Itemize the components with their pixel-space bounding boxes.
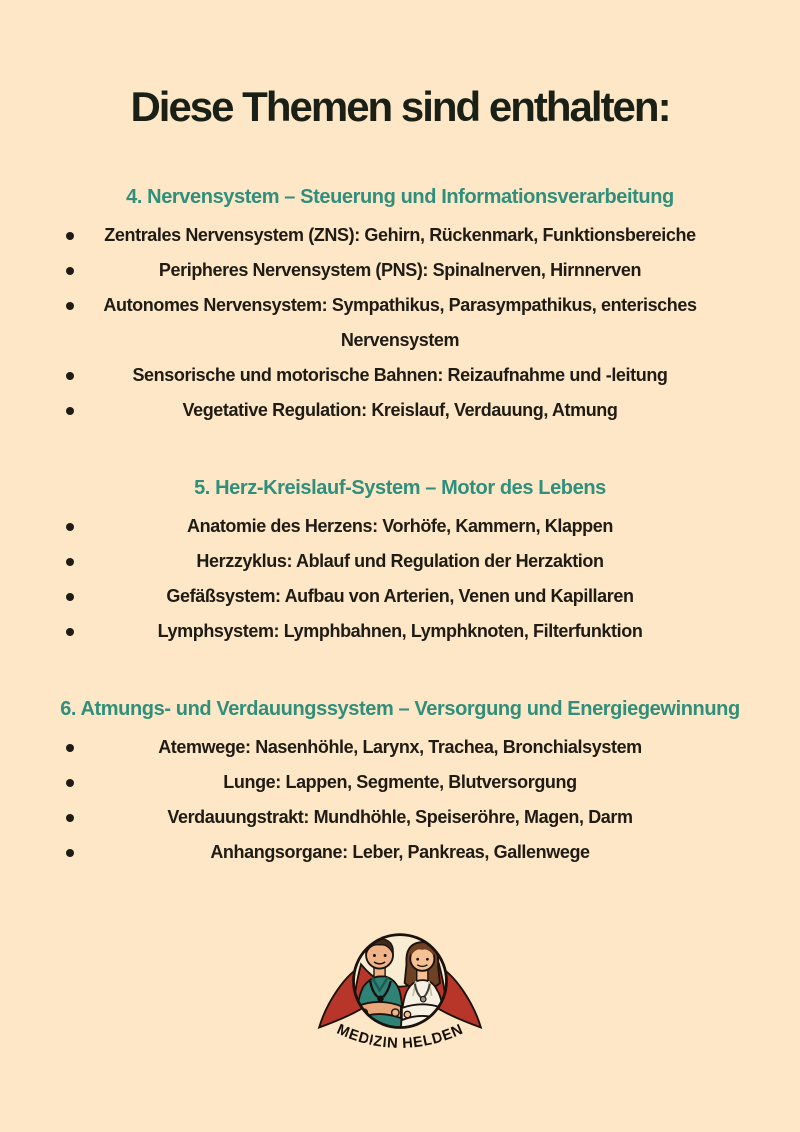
bullet-text: Herzzyklus: Ablauf und Regulation der Herzaktion bbox=[196, 550, 604, 571]
topic-section-herz-kreislauf bbox=[50, 472, 750, 649]
list-item bbox=[50, 218, 750, 253]
bullet-text: Sensorische und motorische Bahnen: Reizaufnahme und -leitung bbox=[132, 364, 668, 385]
bullet-dot-icon bbox=[66, 372, 74, 380]
list-item bbox=[50, 730, 750, 765]
bullet-dot-icon bbox=[66, 593, 74, 601]
bullet-text: Anhangsorgane: Leber, Pankreas, Gallenwege bbox=[210, 841, 590, 862]
bullet-text: Autonomes Nervensystem: Sympathikus, Parasympathikus, enterisches Nervensystem bbox=[103, 294, 697, 350]
topic-section-nervensystem bbox=[50, 181, 750, 428]
medizin-helden-logo bbox=[0, 916, 800, 1074]
list-item bbox=[50, 835, 750, 870]
logo-graphic bbox=[307, 916, 493, 1074]
bullet-text: Lunge: Lappen, Segmente, Blutversorgung bbox=[223, 771, 577, 792]
bullet-text: Verdauungstrakt: Mundhöhle, Speiseröhre, Magen, Darm bbox=[167, 806, 633, 827]
topic-list bbox=[50, 730, 750, 870]
bullet-text: Gefäßsystem: Aufbau von Arterien, Venen und Kapillaren bbox=[166, 585, 634, 606]
brand-text-path: MEDIZIN HELDEN bbox=[334, 1021, 466, 1052]
list-item bbox=[50, 288, 750, 358]
bullet-dot-icon bbox=[66, 558, 74, 566]
list-item bbox=[50, 800, 750, 835]
list-item bbox=[50, 358, 750, 393]
bullet-text: Atemwege: Nasenhöhle, Larynx, Trachea, Bronchialsystem bbox=[158, 736, 642, 757]
list-item bbox=[50, 765, 750, 800]
section-heading: 4. Nervensystem – Steuerung und Informationsverarbeitung bbox=[126, 185, 674, 208]
topic-list bbox=[50, 218, 750, 428]
section-heading: 5. Herz-Kreislauf-System – Motor des Lebens bbox=[194, 476, 606, 499]
list-item bbox=[50, 614, 750, 649]
list-item bbox=[50, 253, 750, 288]
topic-section-atmung-verdauung bbox=[50, 693, 750, 870]
bullet-text: Vegetative Regulation: Kreislauf, Verdauung, Atmung bbox=[182, 399, 618, 420]
bullet-dot-icon bbox=[66, 849, 74, 857]
bullet-dot-icon bbox=[66, 779, 74, 787]
bullet-dot-icon bbox=[66, 744, 74, 752]
list-item bbox=[50, 544, 750, 579]
bullet-dot-icon bbox=[66, 267, 74, 275]
list-item bbox=[50, 579, 750, 614]
bullet-dot-icon bbox=[66, 232, 74, 240]
list-item bbox=[50, 509, 750, 544]
bullet-dot-icon bbox=[66, 407, 74, 415]
bullet-text: Anatomie des Herzens: Vorhöfe, Kammern, Klappen bbox=[187, 515, 613, 536]
bullet-dot-icon bbox=[66, 302, 74, 310]
topic-list bbox=[50, 509, 750, 649]
list-item bbox=[50, 393, 750, 428]
section-heading: 6. Atmungs- und Verdauungssystem – Versorgung und Energiegewinnung bbox=[60, 697, 740, 720]
bullet-text: Zentrales Nervensystem (ZNS): Gehirn, Rückenmark, Funktionsbereiche bbox=[104, 224, 696, 245]
bullet-dot-icon bbox=[66, 523, 74, 531]
page-title: Diese Themen sind enthalten: bbox=[130, 83, 670, 130]
bullet-dot-icon bbox=[66, 628, 74, 636]
bullet-text: Peripheres Nervensystem (PNS): Spinalnerven, Hirnnerven bbox=[158, 259, 642, 280]
bullet-dot-icon bbox=[66, 814, 74, 822]
topics-content bbox=[50, 181, 750, 870]
bullet-text: Lymphsystem: Lymphbahnen, Lymphknoten, Filterfunktion bbox=[157, 620, 643, 641]
